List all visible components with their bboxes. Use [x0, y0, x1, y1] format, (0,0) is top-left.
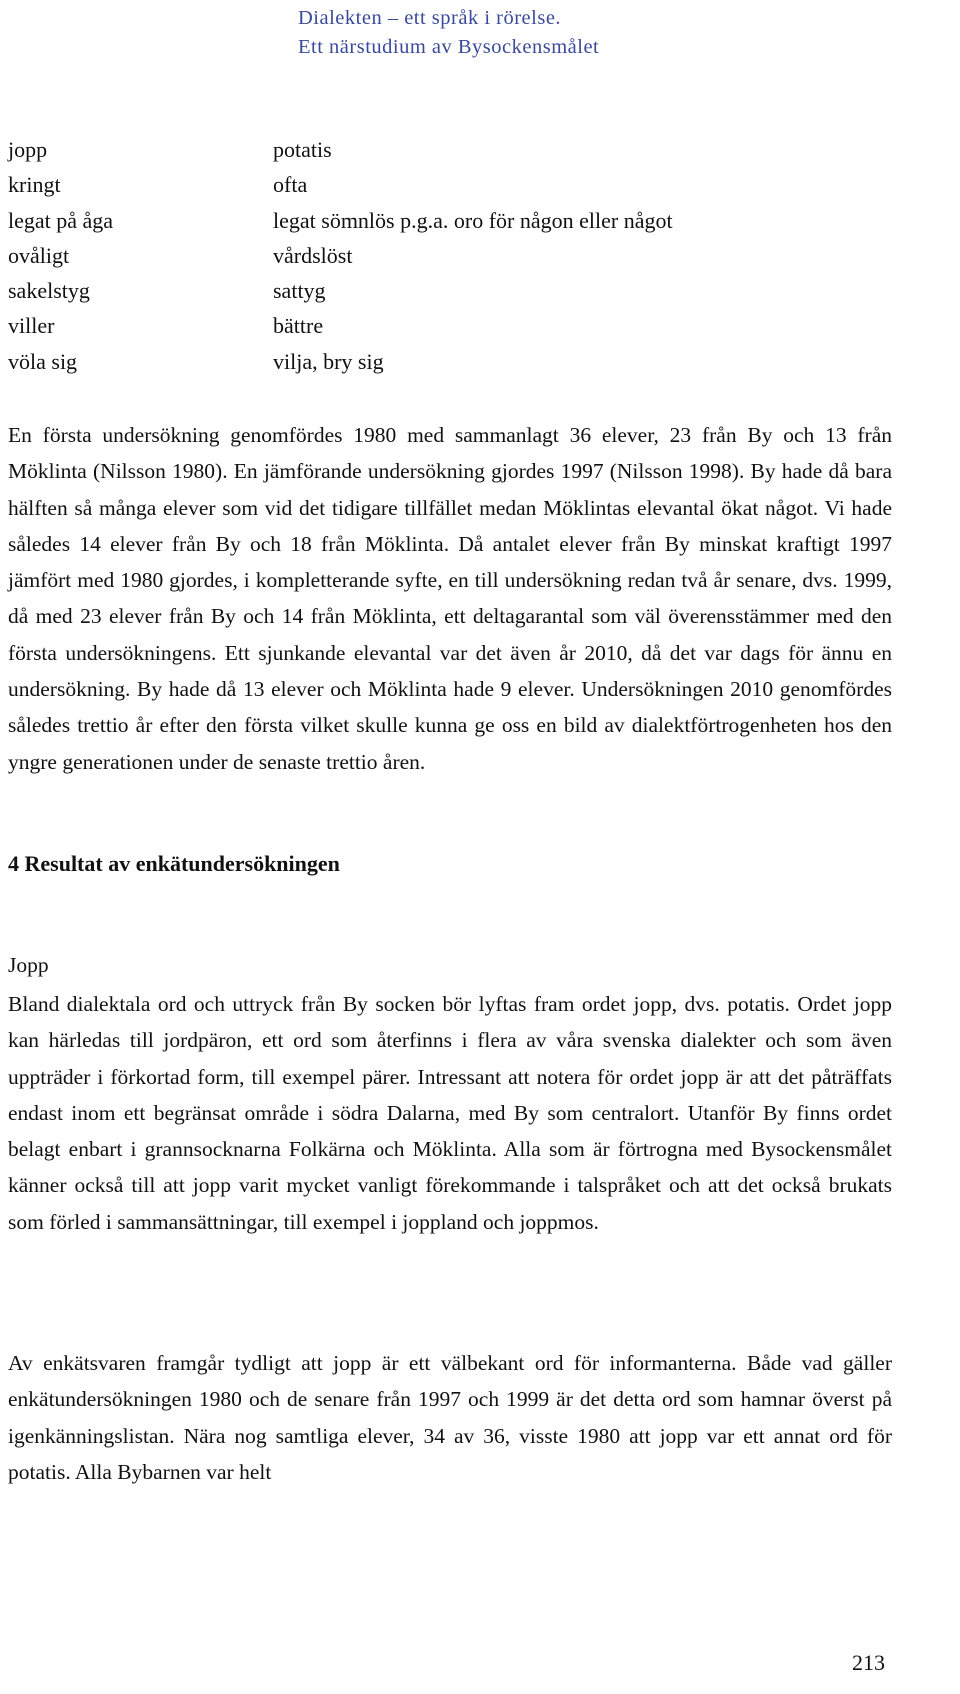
- glossary-term: ovåligt: [8, 242, 70, 268]
- glossary-term: jopp: [8, 137, 48, 162]
- glossary-definition: vilja, bry sig: [273, 348, 384, 374]
- page-number: 213: [852, 1650, 885, 1675]
- header-title: Dialekten – ett språk i rörelse.: [298, 7, 562, 29]
- glossary-definition: legat sömnlös p.g.a. oro för någon eller något: [273, 207, 673, 233]
- glossary-definition: vårdslöst: [273, 242, 353, 268]
- glossary-term: kringt: [8, 172, 61, 198]
- body-paragraph-jopp: Bland dialektala ord och uttryck från By socken bör lyftas fram ordet jopp, dvs. potatis. Ordet jopp kan härledas till jordpäron, ett ord som återfinns i flera av våra svenska dialekter och som även uppträder i förkortad form, till exempel pärer. Intressant att notera för ordet jopp är att det påträffats endast inom ett begränsat område i södra Dalarna, med By som centralort. Utanför By finns ordet belagt enbart i grannsocknarna Folkärna och Möklinta. Alla som är förtrogna med Bysockensmålet känner också till att jopp varit mycket vanligt förekommande i talspråket och att det också brukats som förled i sammansättningar, till exempel i joppland och joppmos.: [8, 992, 892, 1234]
- body-paragraph-survey: En första undersökning genomfördes 1980 med sammanlagt 36 elever, 23 från By och 13 från Möklinta (Nilsson 1980). En jämförande undersökning gjordes 1997 (Nilsson 1998). By hade då bara hälften så många elever som vid det tidigare tillfället medan Möklintas elevantal ökat något. Vi hade således 14 elever från By och 18 från Möklinta. Då antalet elever från By minskat kraftigt 1997 jämfört med 1980 gjordes, i kompletterande syfte, en till undersökning redan två år senare, dvs. 1999, då med 23 elever från By och 14 från Möklinta, ett deltagarantal som väl överensstämmer med den första undersökningens. Ett sjunkande elevantal var det även år 2010, då det var dags för ännu en undersökning. By hade då 13 elever och Möklinta hade 9 elever. Undersökningen 2010 genomfördes således trettio år efter den första vilket skulle kunna ge oss en bild av dialektförtrogenheten hos den yngre generationen under de senaste trettio åren.: [8, 423, 892, 774]
- section-heading: 4 Resultat av enkätundersökningen: [8, 851, 340, 876]
- glossary-definition: potatis: [273, 137, 332, 162]
- glossary-definition: ofta: [273, 172, 308, 198]
- glossary-term: viller: [8, 313, 55, 339]
- glossary-term: völa sig: [8, 348, 78, 374]
- running-header: [298, 4, 599, 62]
- glossary-definition: sattyg: [273, 278, 326, 304]
- glossary-definition: bättre: [273, 313, 324, 339]
- glossary-term: legat på åga: [8, 207, 114, 233]
- body-paragraph-results: Av enkätsvaren framgår tydligt att jopp är ett välbekant ord för informanterna. Både vad gäller enkätundersökningen 1980 och de senare från 1997 och 1999 är det detta ord som hamnar överst på igenkänningslistan. Nära nog samtliga elever, 34 av 36, visste 1980 att jopp var ett annat ord för potatis. Alla Bybarnen var helt: [8, 1351, 892, 1484]
- subsection-title: Jopp: [8, 953, 49, 977]
- header-subtitle: Ett närstudium av Bysockensmålet: [298, 36, 600, 58]
- glossary-term: sakelstyg: [8, 278, 90, 304]
